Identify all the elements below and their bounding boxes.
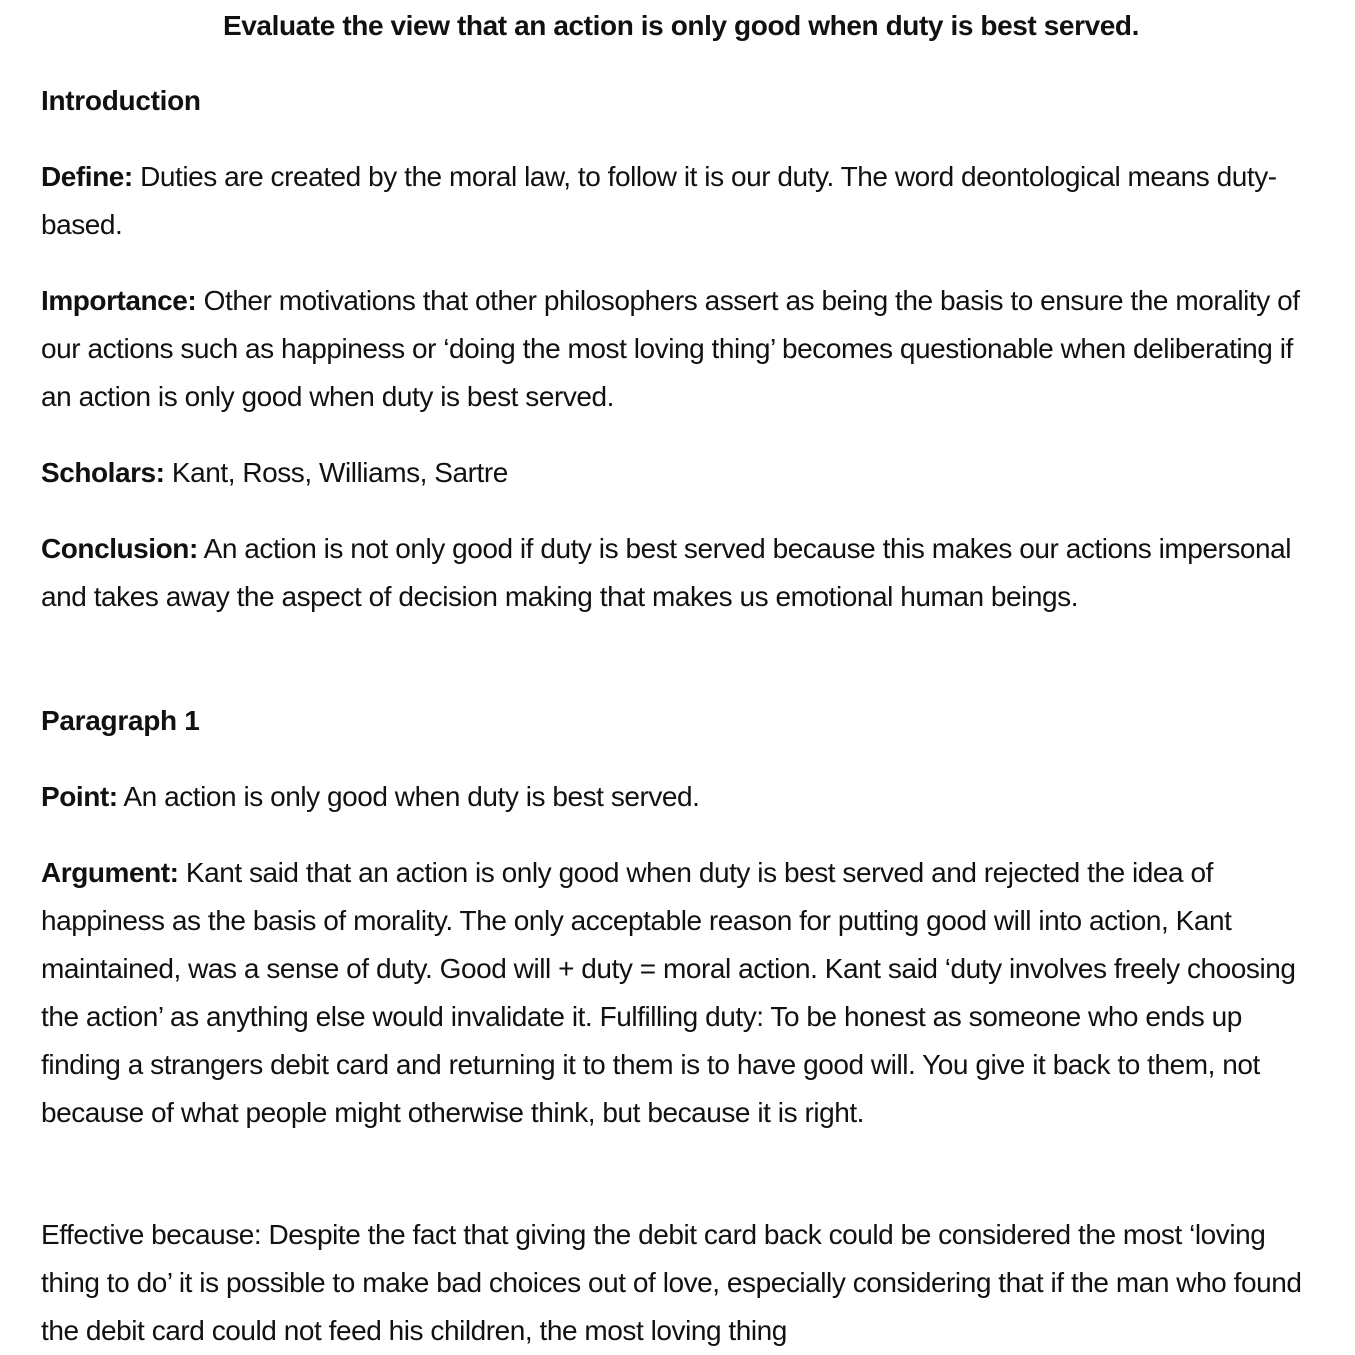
- argument-paragraph: [41, 849, 1326, 1137]
- introduction-heading: Introduction: [41, 85, 201, 116]
- conclusion-text: An action is not only good if duty is best served because this makes our actions impersonal and takes away the aspect of decision making that makes us emotional human beings.: [41, 533, 1292, 612]
- importance-label: Importance:: [41, 285, 197, 316]
- argument-label: Argument:: [41, 857, 179, 888]
- conclusion-label: Conclusion:: [41, 533, 198, 564]
- conclusion-paragraph: [41, 525, 1326, 621]
- define-paragraph: [41, 153, 1326, 249]
- effective-paragraph: [41, 1211, 1326, 1355]
- scholars-text: Kant, Ross, Williams, Sartre: [171, 457, 508, 488]
- scholars-label: Scholars:: [41, 457, 165, 488]
- effective-text: Effective because: Despite the fact that giving the debit card back could be considered the most ‘loving thing to do’ it is possible to make bad choices out of love, especially considering that if the man who found the debit card could not feed his children, the most loving thing: [41, 1219, 1302, 1346]
- importance-text: Other motivations that other philosophers assert as being the basis to ensure the morality of our actions such as happiness or ‘doing the most loving thing’ becomes questionable when deliberating if an action is only good when duty is best served.: [41, 285, 1300, 412]
- define-text: Duties are created by the moral law, to follow it is our duty. The word deontological means duty-based.: [41, 161, 1277, 240]
- scholars-paragraph: [41, 449, 1326, 497]
- point-paragraph: [41, 773, 1326, 821]
- paragraph1-heading: Paragraph 1: [41, 705, 200, 736]
- document-title: Evaluate the view that an action is only good when duty is best served.: [222, 10, 1140, 41]
- importance-paragraph: [41, 277, 1326, 421]
- argument-text: Kant said that an action is only good when duty is best served and rejected the idea of happiness as the basis of morality. The only acceptable reason for putting good will into action, Kant maintained, was a sense of duty. Good will + duty = moral action. Kant said ‘duty involves freely choosing the action’ as anything else would invalidate it. Fulfilling duty: To be honest as someone who ends up finding a strangers debit card and returning it to them is to have good will. You give it back to them, not because of what people might otherwise think, but because it is right.: [41, 857, 1296, 1128]
- define-label: Define:: [41, 161, 133, 192]
- point-text: An action is only good when duty is best served.: [123, 781, 700, 812]
- point-label: Point:: [41, 781, 118, 812]
